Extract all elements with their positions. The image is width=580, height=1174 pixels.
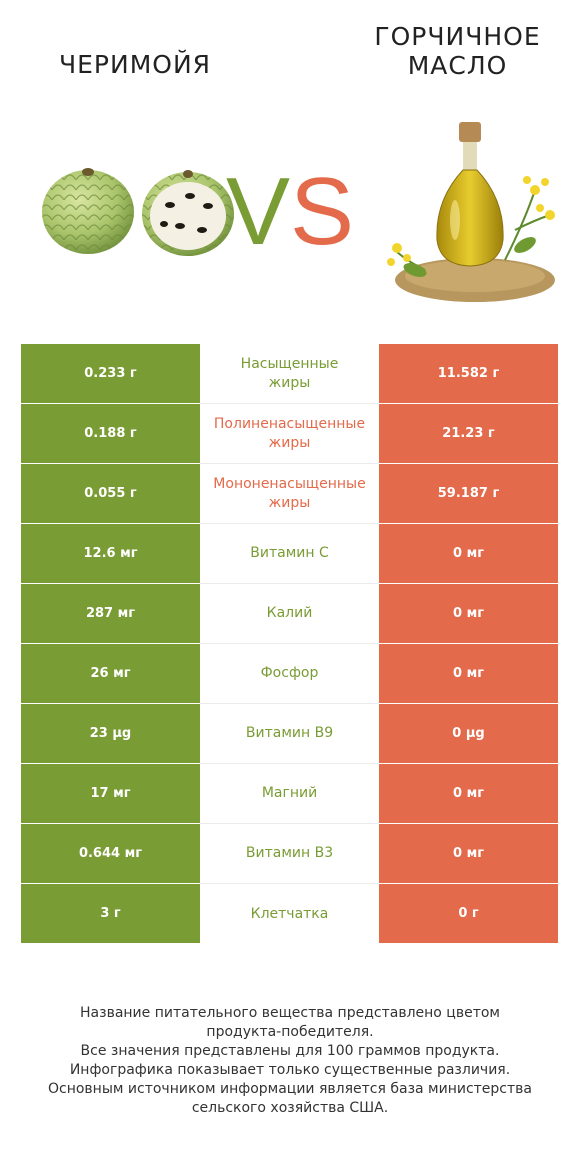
left-value-cell: 0.188 г bbox=[21, 404, 200, 464]
table-row bbox=[21, 764, 558, 824]
footer-note bbox=[20, 1004, 560, 1118]
table-row bbox=[21, 584, 558, 644]
left-value-cell: 0.233 г bbox=[21, 344, 200, 404]
table-row bbox=[21, 884, 558, 944]
right-value-cell: 21.23 г bbox=[379, 404, 558, 464]
table-row bbox=[21, 644, 558, 704]
table-row bbox=[21, 524, 558, 584]
table-row bbox=[21, 404, 558, 464]
table-row bbox=[21, 824, 558, 884]
footer-line: Инфографика показывает только существенные различия. bbox=[69, 1062, 511, 1078]
left-value-cell: 0.644 мг bbox=[21, 824, 200, 884]
nutrient-label: Мононенасыщенные жиры bbox=[200, 464, 379, 524]
vs-s: S bbox=[290, 158, 355, 265]
left-value-cell: 287 мг bbox=[21, 584, 200, 644]
nutrient-label: Витамин B9 bbox=[200, 704, 379, 764]
vs-label bbox=[220, 157, 360, 267]
nutrient-label: Фосфор bbox=[200, 644, 379, 704]
nutrient-label: Магний bbox=[200, 764, 379, 824]
nutrient-label: Клетчатка bbox=[250, 905, 329, 922]
right-value-cell: 0 мг bbox=[379, 644, 558, 704]
right-value-cell: 11.582 г bbox=[379, 344, 558, 404]
footer-line: Название питательного вещества представлено цветом bbox=[80, 1005, 500, 1021]
left-value-cell: 0.055 г bbox=[21, 464, 200, 524]
right-value-cell: 0 г bbox=[379, 884, 558, 944]
nutrient-label: Витамин C bbox=[200, 524, 379, 584]
left-value-cell: 26 мг bbox=[21, 644, 200, 704]
nutrient-label: Насыщенные жиры bbox=[200, 344, 379, 404]
right-value-cell: 0 мг bbox=[379, 584, 558, 644]
left-value-cell: 17 мг bbox=[21, 764, 200, 824]
right-value-cell: 0 µg bbox=[379, 704, 558, 764]
left-value-cell: 23 µg bbox=[21, 704, 200, 764]
right-value-cell: 0 мг bbox=[379, 764, 558, 824]
nutrient-label: Полиненасыщенные жиры bbox=[200, 404, 379, 464]
table-row bbox=[21, 344, 558, 404]
footer-line: сельского хозяйства США. bbox=[191, 1100, 389, 1116]
vs-v: V bbox=[225, 158, 290, 265]
mustard-oil-bottle-illustration bbox=[385, 120, 560, 310]
right-product-title bbox=[345, 23, 570, 81]
right-value-cell: 59.187 г bbox=[379, 464, 558, 524]
right-title-line1: ГОРЧИЧНОЕ bbox=[374, 22, 541, 51]
right-value-cell: 0 мг bbox=[379, 824, 558, 884]
left-value-cell: 12.6 мг bbox=[21, 524, 200, 584]
comparison-table bbox=[21, 344, 558, 944]
footer-line: продукта-победителя. bbox=[206, 1024, 374, 1040]
footer-line: Все значения представлены для 100 граммов продукта. bbox=[80, 1043, 500, 1059]
right-value-cell: 0 мг bbox=[379, 524, 558, 584]
left-value-cell: 3 г bbox=[21, 884, 200, 944]
nutrient-label: Калий bbox=[200, 584, 379, 644]
table-row bbox=[21, 704, 558, 764]
cherimoya-fruit-illustration bbox=[40, 160, 240, 260]
left-product-title: ЧЕРИМОЙЯ bbox=[58, 50, 212, 79]
nutrient-label: Витамин B3 bbox=[200, 824, 379, 884]
table-row bbox=[21, 464, 558, 524]
right-title-line2: МАСЛО bbox=[407, 50, 508, 80]
footer-line: Основным источником информации является база министерства bbox=[48, 1081, 532, 1097]
